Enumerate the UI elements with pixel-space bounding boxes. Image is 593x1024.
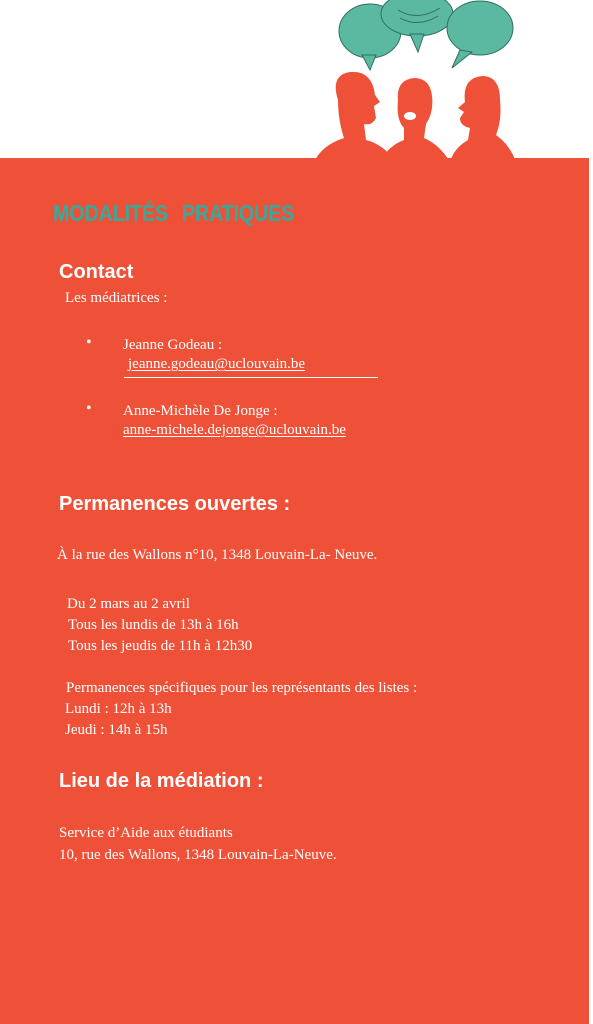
lieu-title: Lieu de la médiation : [59,770,264,792]
contact-name-1: Jeanne Godeau : [123,337,223,353]
people-silhouette-icon [314,72,516,162]
speech-bubble-icon [339,0,513,70]
contact-intro: Les médiatrices : [65,290,168,306]
specific-line: Permanences spécifiques pour les représentants des listes : [66,680,418,696]
contact-email-2[interactable]: anne-michele.dejonge@uclouvain.be [123,422,346,438]
contact-email-1[interactable]: jeanne.godeau@uclouvain.be [128,356,306,372]
page-title: MODALITÉS PRATIQUES [53,200,295,226]
divider [124,377,378,378]
specific-line: Jeudi : 14h à 15h [65,722,168,738]
bullet-icon: • [86,400,92,417]
lieu-line: Service d’Aide aux étudiants [59,825,233,841]
contact-name-2: Anne-Michèle De Jonge : [123,403,278,419]
permanences-title: Permanences ouvertes : [59,493,291,515]
schedule-line: Du 2 mars au 2 avril [67,596,190,612]
schedule-line: Tous les lundis de 13h à 16h [68,617,239,633]
permanences-address: À la rue des Wallons n°10, 1348 Louvain-La- Neuve. [57,547,378,563]
schedule-line: Tous les jeudis de 11h à 12h30 [68,638,253,654]
bullet-icon: • [86,334,92,351]
specific-line: Lundi : 12h à 13h [65,701,172,717]
contact-title: Contact [59,261,134,283]
lieu-line: 10, rue des Wallons, 1348 Louvain-La-Neuve. [59,847,337,863]
illustration-people-talking [300,0,520,162]
